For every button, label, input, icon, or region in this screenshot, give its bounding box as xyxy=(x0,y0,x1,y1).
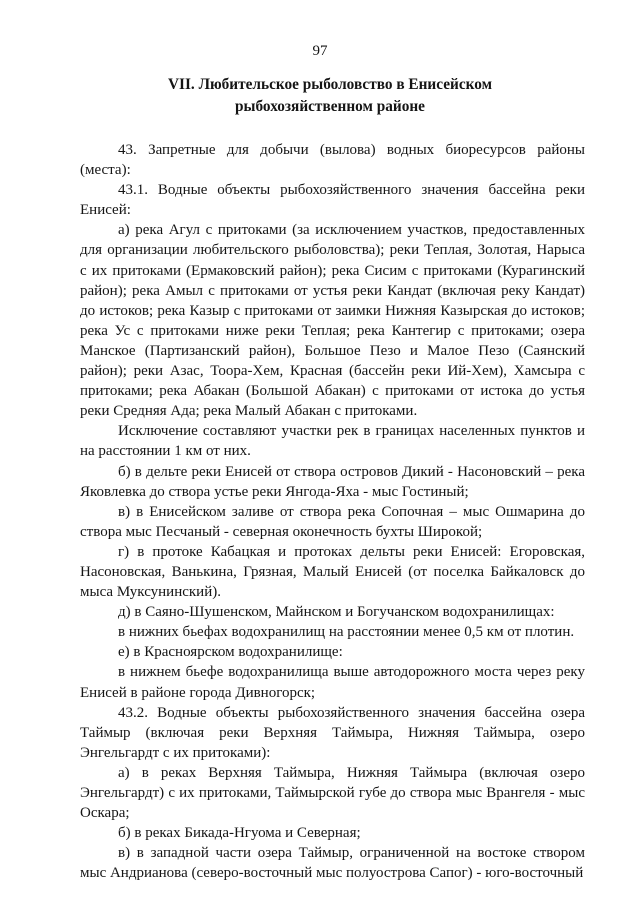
paragraph-43-1-d-detail: в нижних бьефах водохранилищ на расстоянии менее 0,5 км от плотин. xyxy=(118,624,575,641)
paragraph-43-2-v: в) в западной части озера Таймыр, ограниченной на востоке створом мыс Андрианова (северо-восточный мыс полуострова Сапог) - юго-восточный xyxy=(80,845,585,882)
paragraph-43-1-v: в) в Енисейском заливе от створа река Сопочная – мыс Ошмарина до створа мыс Песчаный - северная оконечность бухты Широкой; xyxy=(80,503,585,540)
section-title xyxy=(140,74,520,118)
paragraph-exception: Исключение составляют участки рек в границах населенных пунктов и на расстоянии 1 км от них. xyxy=(80,423,585,460)
paragraph-43-1-e-detail: в нижнем бьефе водохранилища выше автодорожного моста через реку Енисей в районе города Дивногорск; xyxy=(80,664,585,701)
paragraph-43-1-a: а) река Агул с притоками (за исключением участков, предоставленных для организации любительского рыболовства); реки Теплая, Золотая, Нарыса с их притоками (Ермаковский район); река Сисим с притоками (Курагинский район); река Амыл с притоками от устья реки Кандат (включая реку Кандат) до истоков; река Казыр с притоками от заимки Нижняя Казырская до истоков; река Ус с притоками ниже реки Теплая; река Кантегир с притоками; озера Манское (Партизанский район), Большое Пезо и Малое Пезо (Саянский район); реки Азас, Тоора-Хем, Красная (бассейн реки Ий-Хем), Хамсыра с притоками; река Абакан (Большой Абакан) с притоками от истока до устья реки Средняя Ада; река Малый Абакан с притоками. xyxy=(80,222,585,420)
section-title-line-1: VII. Любительское рыболовство в Енисейском xyxy=(167,76,493,93)
paragraph-43-1-d: д) в Саяно-Шушенском, Майнском и Богучанском водохранилищах: xyxy=(118,604,555,621)
paragraph-43-1-e: е) в Красноярском водохранилище: xyxy=(118,644,343,661)
paragraph-43-1: 43.1. Водные объекты рыбохозяйственного значения бассейна реки Енисей: xyxy=(80,182,585,219)
paragraph-43-2-b: б) в реках Бикада-Нгуома и Северная; xyxy=(118,825,361,842)
paragraph-43-1-b: б) в дельте реки Енисей от створа островов Дикий - Насоновский – река Яковлевка до створа устье реки Янгода-Яха - мыс Гостиный; xyxy=(80,463,585,500)
paragraph-43-2: 43.2. Водные объекты рыбохозяйственного значения бассейна озера Таймыр (включая реки Верхняя Таймыра, Нижняя Таймыра, озеро Энгельгардт с их притоками): xyxy=(80,704,585,761)
body-text xyxy=(80,140,585,883)
section-title-line-2: рыбохозяйственном районе xyxy=(235,98,425,115)
paragraph-43-1-g: г) в протоке Кабацкая и протоках дельты реки Енисей: Егоровская, Насоновская, Ванькина, Грязная, Малый Енисей (от поселка Байкаловск до мыса Муксунинский). xyxy=(80,543,585,601)
paragraph-43-2-a: а) в реках Верхняя Таймыра, Нижняя Таймыра (включая озеро Энгельгардт) с их притоками, Таймырской губе до створа мыс Врангеля - мыс Оскара; xyxy=(80,764,585,822)
paragraph-43: 43. Запретные для добычи (вылова) водных биоресурсов районы (места): xyxy=(80,142,585,179)
page-number: 97 xyxy=(312,43,328,59)
